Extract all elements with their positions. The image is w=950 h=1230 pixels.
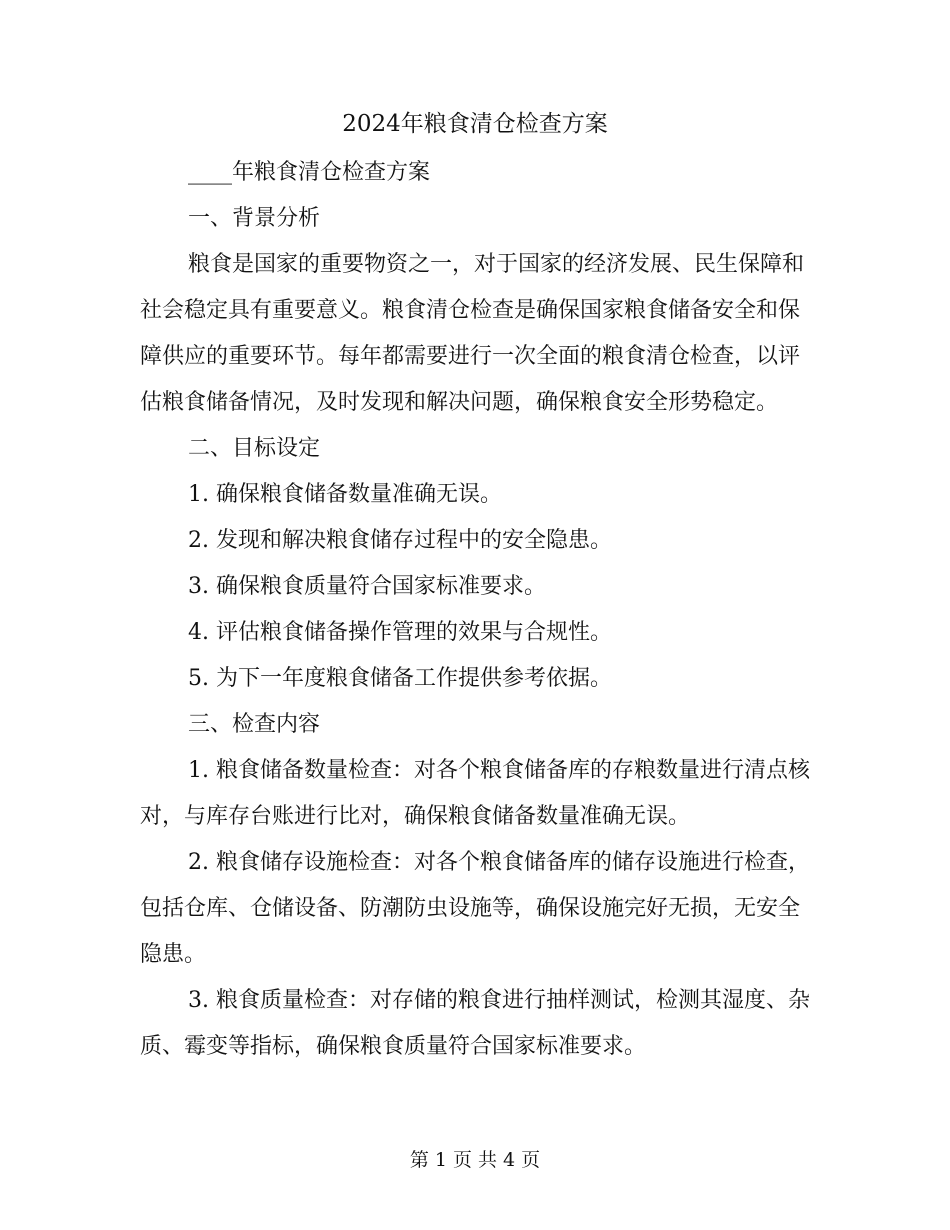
section-heading-inspection: 三、检查内容: [188, 712, 321, 737]
goal-item-5: 5. 为下一年度粮食储备工作提供参考依据。: [188, 666, 612, 691]
goal-item-3: 3. 确保粮食质量符合国家标准要求。: [188, 574, 546, 599]
section-heading-background: 一、背景分析: [188, 206, 321, 231]
goal-item-2: 2. 发现和解决粮食储存过程中的安全隐患。: [188, 528, 612, 553]
inspection-item-3: 3. 粮食质量检查：对存储的粮食进行抽样测试，检测其湿度、杂质、霉变等指标，确保粮食质量符合国家标准要求。: [140, 988, 810, 1059]
document-body: [140, 150, 810, 1070]
background-paragraph: 粮食是国家的重要物资之一，对于国家的经济发展、民生保障和社会稳定具有重要意义。粮食清仓检查是确保国家粮食储备安全和保障供应的重要环节。每年都需要进行一次全面的粮食清仓检查，以评估粮食储备情况，及时发现和解决问题，确保粮食安全形势稳定。: [140, 252, 805, 415]
goal-item-1: 1. 确保粮食储备数量准确无误。: [188, 482, 502, 507]
subtitle-paragraph: ____年粮食清仓检查方案: [188, 160, 431, 185]
inspection-item-2: 2. 粮食储存设施检查：对各个粮食储备库的储存设施进行检查，包括仓库、仓储设备、防潮防虫设施等，确保设施完好无损，无安全隐患。: [140, 850, 810, 967]
document-title: 2024年粮食清仓检查方案: [342, 111, 608, 137]
inspection-item-1: 1. 粮食储备数量检查：对各个粮食储备库的存粮数量进行清点核对，与库存台账进行比对，确保粮食储备数量准确无误。: [140, 758, 810, 829]
page-footer: 第 1 页 共 4 页: [409, 1149, 541, 1171]
goal-item-4: 4. 评估粮食储备操作管理的效果与合规性。: [188, 620, 612, 645]
section-heading-goals: 二、目标设定: [188, 436, 321, 461]
